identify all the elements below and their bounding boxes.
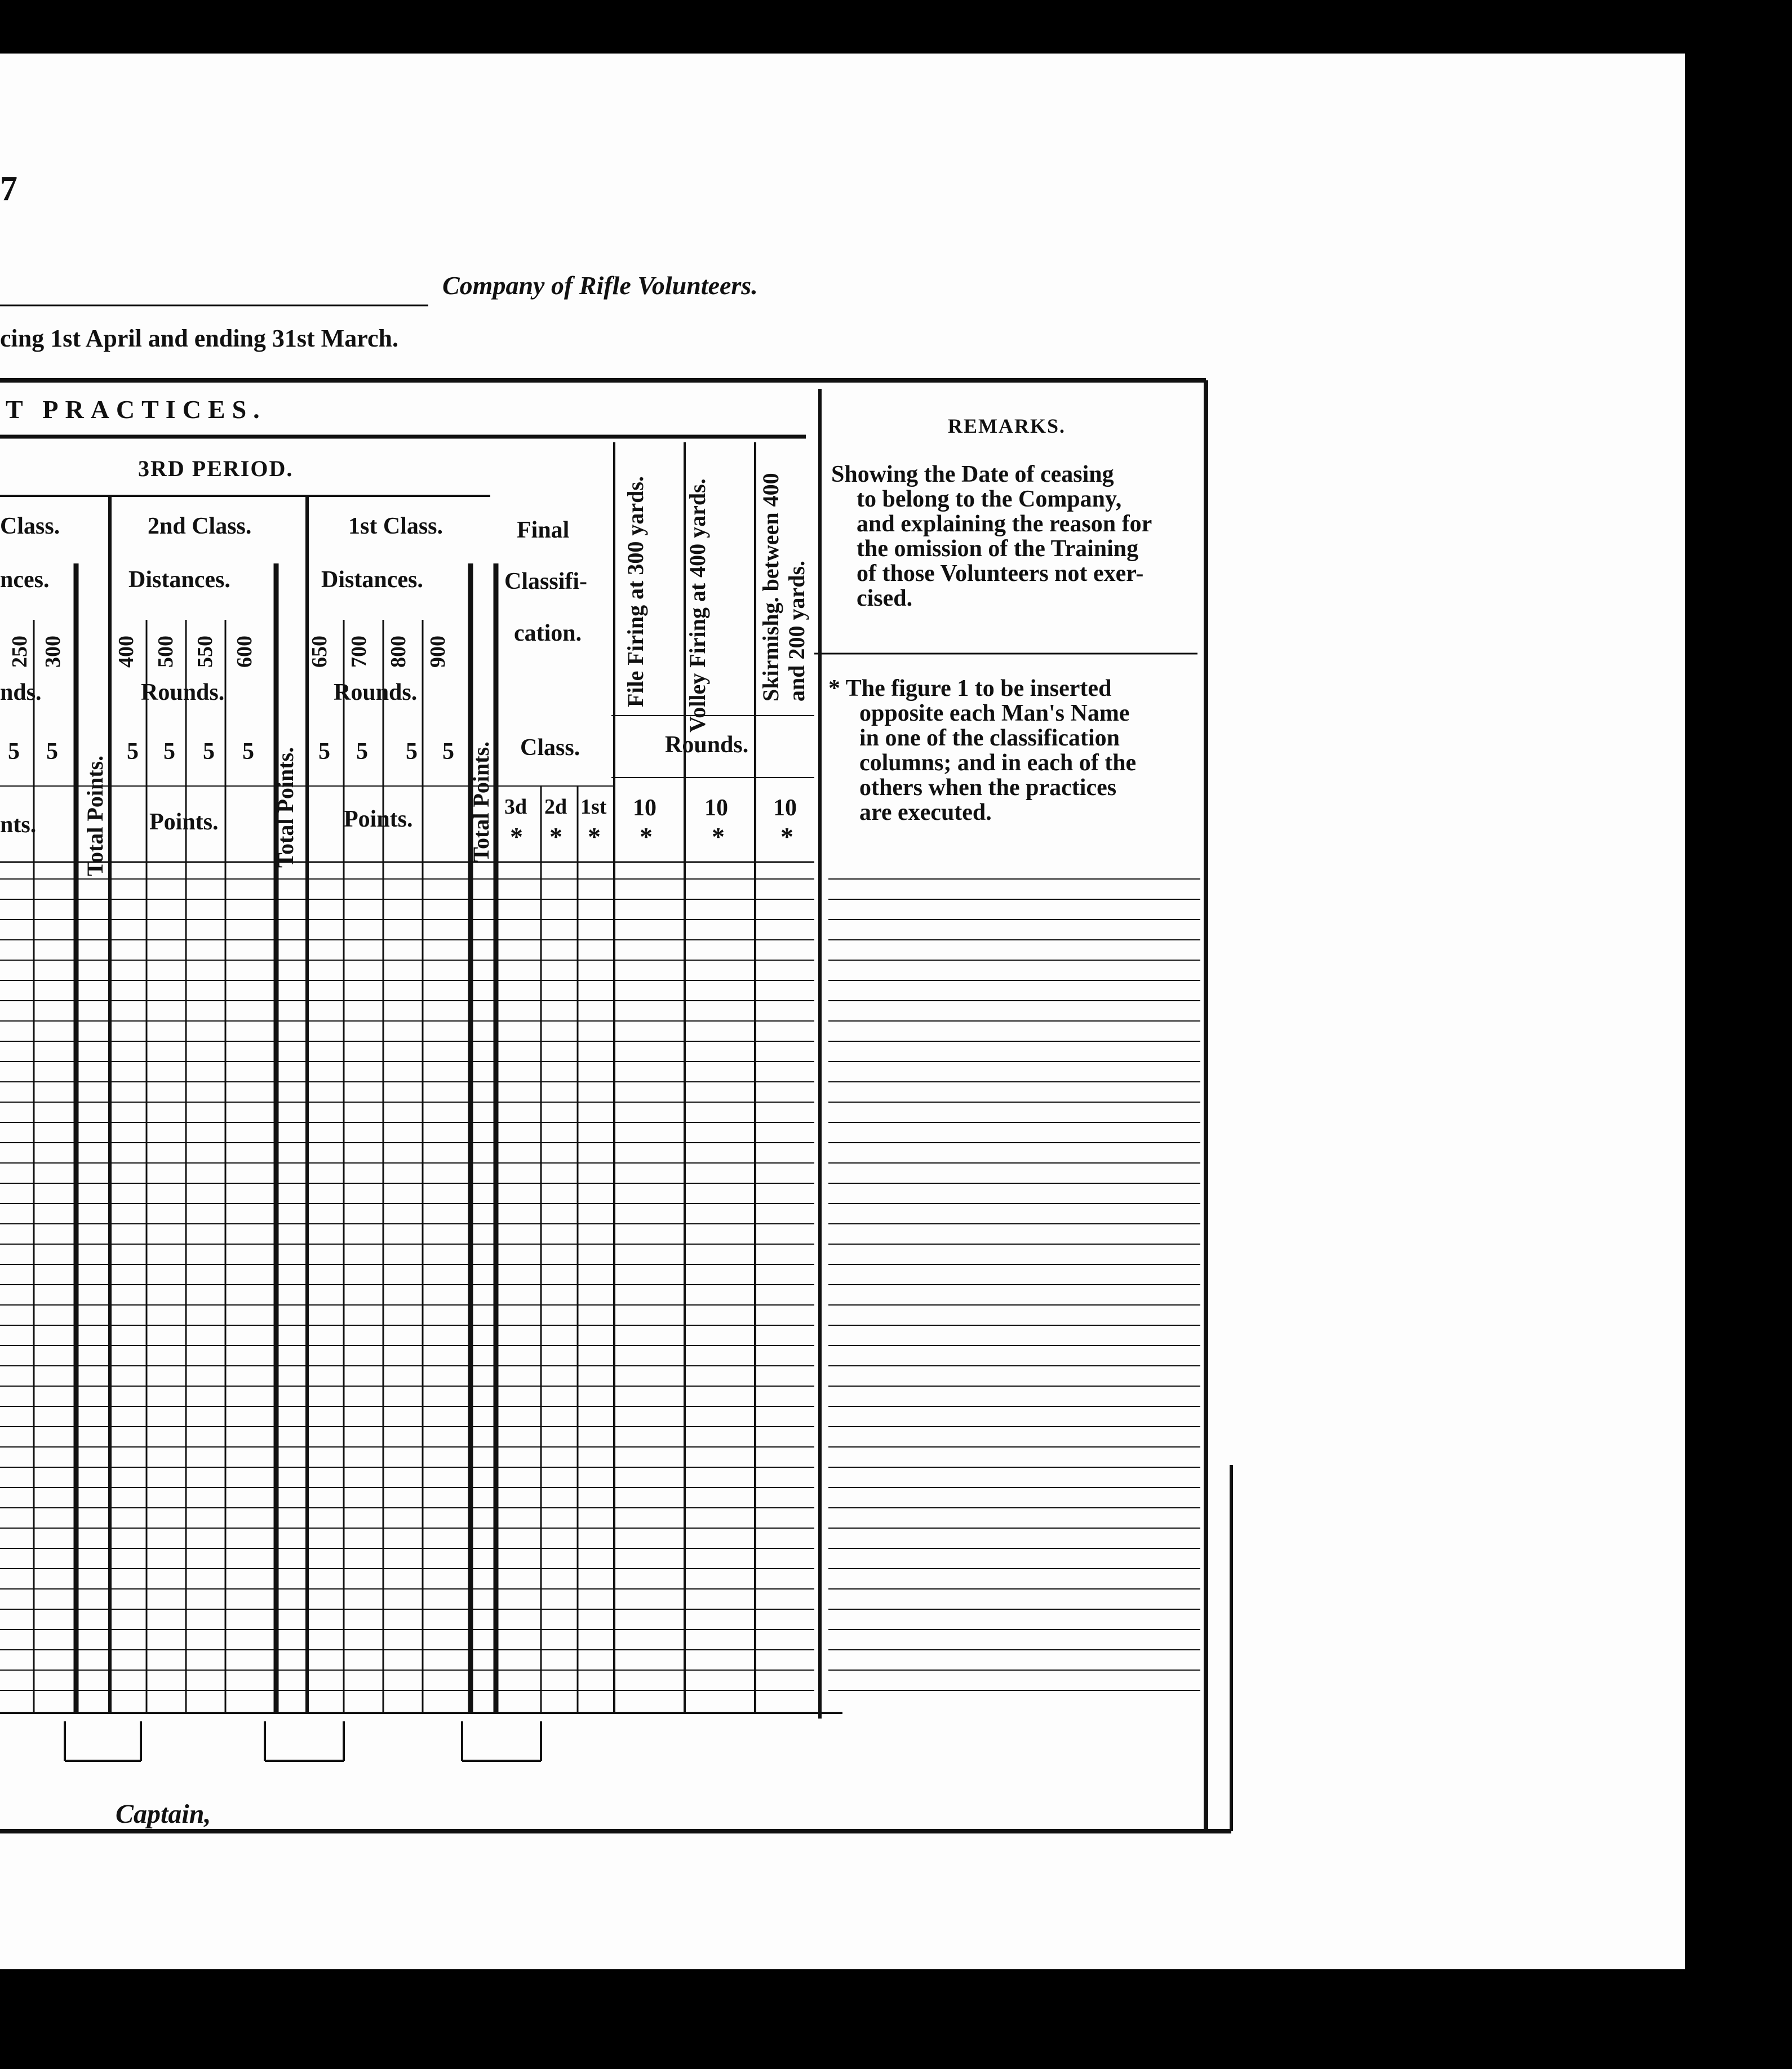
page-number: 7: [0, 170, 17, 208]
class-3-label: Class.: [0, 513, 60, 539]
class-1-label: 1st Class.: [348, 513, 443, 539]
class-2-label: 2nd Class.: [148, 513, 252, 539]
skirmishing-text: Skirmishg. between 400 and 200 yards.: [758, 473, 809, 701]
firing-rounds-value: 10: [633, 795, 657, 821]
round-value: 5: [8, 739, 20, 765]
class-1-distances-label: Distances.: [321, 567, 423, 593]
footnote-line: columns; and in each of the: [859, 750, 1137, 776]
firing-rounds-value: 10: [773, 795, 797, 821]
practices-title: T PRACTICES.: [6, 395, 267, 424]
asterisk-marker: *: [549, 822, 562, 851]
volley-firing-text: Volley Firing at 400 yards.: [685, 478, 710, 732]
final-classification-label: Final: [517, 517, 570, 543]
class-3d: 3d: [504, 795, 527, 819]
distance-650: 650: [308, 636, 331, 668]
round-value: 5: [356, 739, 368, 765]
company-title: Company of Rifle Volunteers.: [442, 271, 758, 300]
remarks-footnote: [828, 676, 1195, 825]
class-3-distances-label: nces.: [0, 567, 50, 593]
class-3-points-label: nts.: [0, 812, 37, 838]
footnote-line: others when the practices: [859, 775, 1117, 801]
footnote-line: are executed.: [859, 800, 992, 825]
asterisk-marker: *: [712, 822, 725, 851]
skirmishing-label: [758, 459, 810, 701]
captain-label: Captain,: [116, 1799, 211, 1829]
round-value: 5: [318, 739, 330, 765]
distance-400: 400: [114, 636, 138, 668]
class-1-rounds-label: Rounds.: [334, 680, 418, 705]
period-line: cing 1st April and ending 31st March.: [0, 325, 398, 352]
firing-rounds-label: Rounds.: [665, 732, 749, 758]
file-firing-label: [622, 465, 650, 707]
remarks-line: and explaining the reason for: [857, 511, 1152, 537]
remarks-line: the omission of the Training: [857, 536, 1139, 562]
class-1-points-label: Points.: [344, 806, 413, 832]
distance-550: 550: [193, 636, 217, 668]
footnote-line: in one of the classification: [859, 725, 1120, 751]
asterisk-marker: *: [588, 822, 601, 851]
total-points-label: Total Points.: [82, 755, 108, 876]
asterisk-marker: *: [510, 822, 523, 851]
round-value: 5: [406, 739, 418, 765]
final-classification-label: cation.: [514, 620, 582, 646]
file-firing-text: File Firing at 300 yards.: [623, 476, 648, 707]
distance-700: 700: [347, 636, 371, 668]
class-2-distances-label: Distances.: [128, 567, 230, 593]
round-value: 5: [203, 739, 215, 765]
footnote-line: opposite each Man's Name: [859, 700, 1130, 726]
final-classification-label: Classifi-: [504, 569, 587, 594]
asterisk-marker: *: [640, 822, 653, 851]
class-2-points-label: Points.: [149, 809, 219, 835]
firing-rounds-value: 10: [704, 795, 728, 821]
final-class-label: Class.: [520, 735, 580, 761]
distance-600: 600: [233, 636, 256, 668]
third-period-title: 3RD PERIOD.: [138, 456, 294, 481]
distance-300: 300: [41, 636, 65, 668]
remarks-line: to belong to the Company,: [857, 486, 1122, 512]
round-value: 5: [442, 739, 454, 765]
remarks-line: cised.: [857, 585, 913, 611]
asterisk-marker: *: [780, 822, 793, 851]
footnote-line: * The figure 1 to be inserted: [828, 676, 1112, 701]
distance-800: 800: [387, 636, 410, 668]
remarks-line: Showing the Date of ceasing: [831, 461, 1114, 487]
volley-firing-label: [684, 462, 712, 732]
round-value: 5: [46, 739, 58, 765]
class-2-rounds-label: Rounds.: [141, 680, 225, 705]
class-1st: 1st: [580, 795, 607, 819]
class-2d: 2d: [544, 795, 567, 819]
round-value: 5: [163, 739, 175, 765]
remarks-text: [831, 462, 1192, 611]
distance-500: 500: [154, 636, 178, 668]
remarks-title: REMARKS.: [948, 415, 1066, 437]
distance-250: 250: [8, 636, 32, 668]
round-value: 5: [127, 739, 139, 765]
remarks-line: of those Volunteers not exer-: [857, 561, 1144, 587]
round-value: 5: [242, 739, 254, 765]
total-points-label: Total Points.: [273, 747, 298, 868]
class-3-rounds-label: nds.: [0, 680, 42, 705]
total-points-label: Total Points.: [468, 741, 494, 862]
distance-900: 900: [426, 636, 450, 668]
